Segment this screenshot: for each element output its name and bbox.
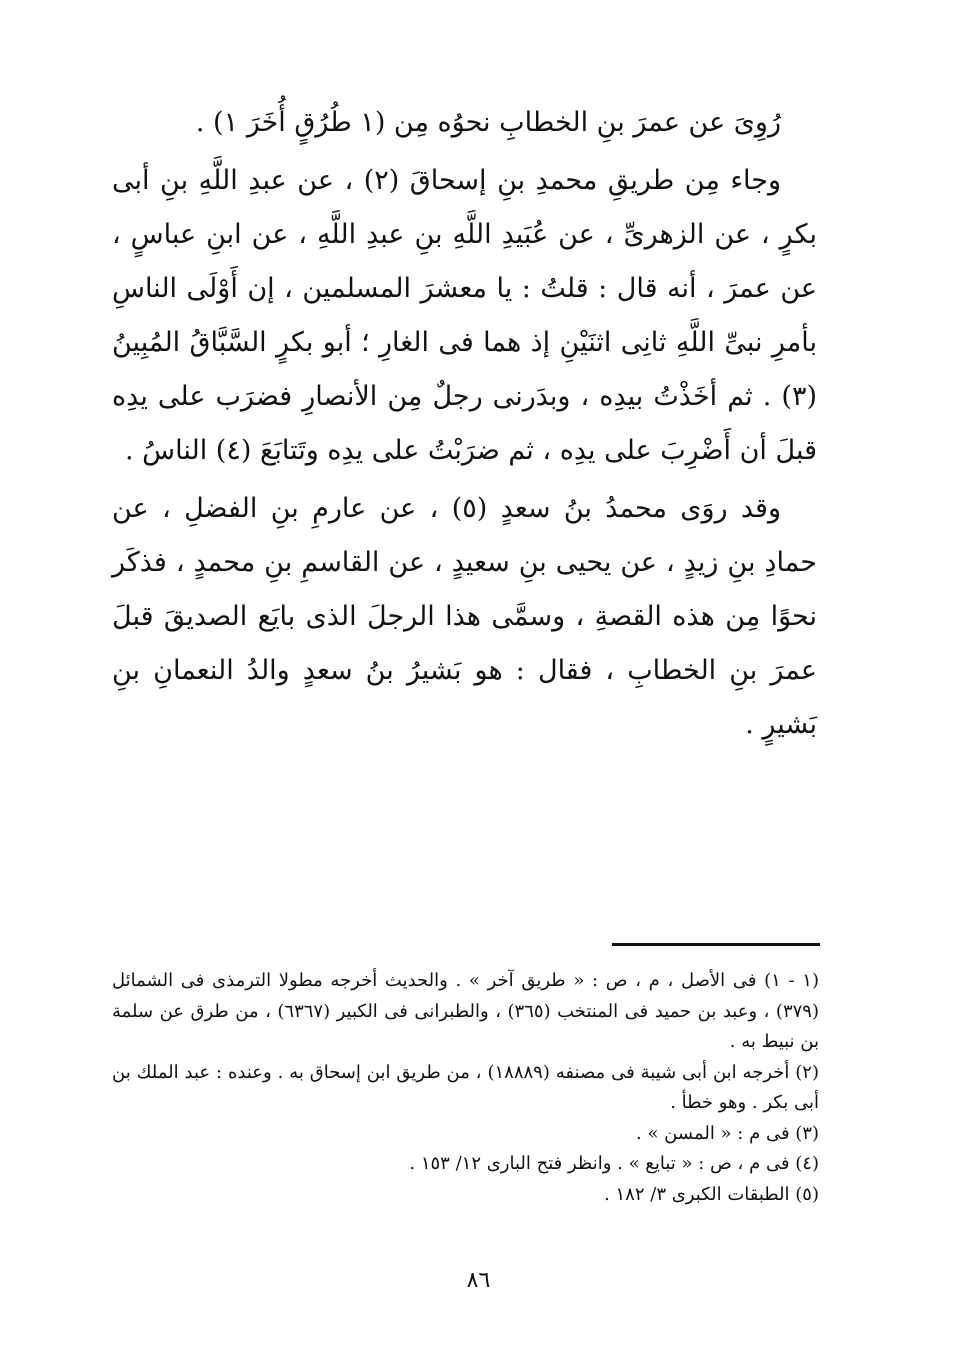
paragraph-3: وقد روَى محمدُ بنُ سعدٍ (٥) ، عن عارمِ بنِ الفضلِ ، عن حمادِ بنِ زيدٍ ، عن يحيى بنِ سعيدٍ ، عن القاسمِ بنِ محمدٍ ، فذكَر نحوًا مِن هذه القصةِ ، وسمَّى هذا الرجلَ الذى بايَع الصديقَ قبلَ عمرَ بنِ الخطابِ ، فقال : هو بَشيرُ بنُ سعدٍ والدُ النعمانِ بنِ بَشيرٍ . xyxy=(112,493,817,740)
footnote-1: (١ - ١) فى الأصل ، م ، ص : « طريق آخر » . والحديث أخرجه مطولا الترمذى فى الشمائل (٣٧٩) ، وعبد بن حميد فى المنتخب (٣٦٥) ، والطبرانى فى الكبير (٦٣٦٧) ، من طرق عن سلمة بن نبيط به . xyxy=(112,970,819,1052)
footnote-3: (٣) فى م : « المسن » . xyxy=(636,1122,819,1144)
footnote-2: (٢) أخرجه ابن أبى شيبة فى مصنفه (١٨٨٨٩) ، من طريق ابن إسحاق به . وعنده : عبد الملك بن أبى بكر . وهو خطأ . xyxy=(112,1061,819,1113)
paragraph-2: وجاء مِن طريقِ محمدِ بنِ إسحاقَ (٢) ، عن عبدِ اللَّهِ بنِ أبى بكرٍ ، عن الزهرىِّ ، عن عُبَيدِ اللَّهِ بنِ عبدِ اللَّهِ ، عن ابنِ عباسٍ ، عن عمرَ ، أنه قال : قلتُ : يا معشرَ المسلمين ، إن أَوْلَى الناسِ بأمرِ نبىِّ اللَّهِ ثانِى اثنَيْنِ إذ هما فى الغارِ ؛ أبو بكرٍ السَّبَّاقُ المُبِينُ (٣) . ثم أخَذْتُ بيدِه ، وبدَرنى رجلٌ مِن الأنصارِ فضرَب على يدِه قبلَ أن أَضْرِبَ على يدِه ، ثم ضرَبْتُ على يدِه وتَتابَعَ (٤) الناسُ . xyxy=(112,165,817,466)
footnotes xyxy=(112,966,819,1210)
footnote-divider xyxy=(612,943,820,946)
page-number: ٨٦ xyxy=(466,1268,491,1293)
footnote-4: (٤) فى م ، ص : « تبايع » . وانظر فتح البارى ١٢/ ١٥٣ . xyxy=(409,1153,819,1174)
footnote-5: (٥) الطبقات الكبرى ٣/ ١٨٢ . xyxy=(604,1183,819,1205)
paragraph-1: رُوِىَ عن عمرَ بنِ الخطابِ نحوُه مِن (١ طُرُقٍ أُخَرَ ١) . xyxy=(195,107,781,138)
main-text xyxy=(112,96,817,756)
